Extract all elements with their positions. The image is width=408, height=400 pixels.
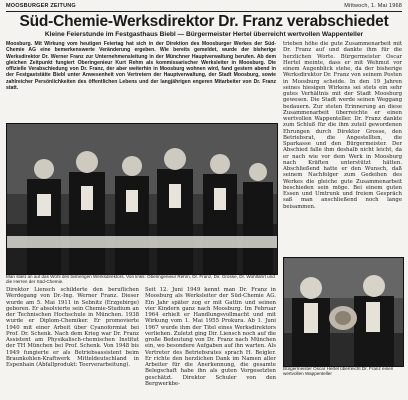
body-column-1 — [6, 287, 139, 397]
photo-left-caption: Man stieß an auf das Wohl des bisherigen Werksdirektors. Von links: Oberingenieur Rehm, Dr. Franz, Dir. Grosse, Dr. Wohlfahrt und die Herren der Süd-Chemie. — [6, 274, 275, 285]
photo-right-caption: Bürgermeister Oscar Hertel überreicht Dr. Franz einen wertvollen Wappenteller — [283, 366, 394, 377]
right-column-text — [283, 41, 402, 256]
intro-text — [6, 41, 276, 121]
body-column-1-paragraph: Direktor Liensch schilderte den beruflichen Werdegang von Dr.-Ing. Werner Franz. Dieser wurde am 5. Mai 1911 in Sebnitz (Erzgebirge) geboren. Er absolvierte sein Chemie-Studium an der Technischen Hochschule in München. 1938 wurde er Diplom-Chemiker. Er promovierte 1940 mit einer Arbeit über Cyanoformiat bei Prof. Dr. Schenk. Nach dem Krieg war Dr. Franz Assistent am Physikalisch-chemischen Institut der TH München bei Prof. Schenk. Von 1948 bis 1949 fungierte er als Betriebsassistent beim Braunkohlen-Kraftwerk Mitteldeutschland in Espenhain (Abfallprodukt: Teerverarbeitung). — [6, 287, 139, 368]
headline: Süd-Chemie-Werksdirektor Dr. Franz verabschiedet — [19, 13, 389, 30]
photo-group-toast-image — [7, 124, 277, 274]
body-column-2 — [145, 287, 276, 397]
subheadline: Kleine Feierstunde im Festgasthaus Biebl — Bürgermeister Hertel überreicht wertvollen Wappenteller — [44, 31, 364, 38]
issue-date: Mittwoch, 1. Mai 1968 — [344, 3, 402, 9]
body-column-2-paragraph: Seit 12. Juni 1949 kennt man Dr. Franz in Moosburg als Werksleiter der Süd-Chemie AG. Ein Jahr später zog er mit Gattin und seinen vier Kindern ganz nach Moosburg. Im Februar 1964 erhielt er Handlungsvollmacht und mit Wirkung vom 1. Mai 1955 Prokura. Ab 1. Juni 1967 wurde ihm der Titel eines Werksdirektors verliehen. Zuletzt ging Dir. Liensch noch auf die große Bedeutung von Dr. Franz nach München ein, wo besondere Aufgaben auf ihn warten. Als Vertreter des Betriebsrates sprach H. Beigler. Er richte den herzlichen Dank im Namen aller Arbeiter für die Anerkennung, die gesamte Belegschaft habe ihn als guten Vorgesetzten geschätzt. Direktor Schuler von den Bergwerkbe- — [145, 287, 276, 387]
paper-name: MOOSBURGER ZEITUNG — [6, 3, 76, 9]
right-column-paragraph: trieben höhe die gute Zusammenarbeit mit Dr. Franz auf und dankte ihm für die herzlichen Worte. Bürgermeister Oscar Hertel meinte, dass er mit Wehmut vor einem Augenblick stehe, da der bisherige Werksdirektor Dr. Franz von seinem Posten in Moosburg scheide. In den 19 Jahren seines hiesigen Wirkens sei stets ein sehr gutes Verhältnis mit der Stadt Moosburg gewesen. Die Stadt werde seinen Weggang bedauern. Zur steten Erinnerung an diese Zusammenarbeit überreichte er einen wertvollen Wappenteller. Dr. Franz dankte zum Schluß für die ihm zuteil gewordenen Ehrungen durch Direktor Grosse, den Betriebsrat, die Angestellten, die Sparkasse und den Bürgermeister. Der Abschied falle ihm deshalb nicht leicht, da er nach wie vor dem Werk in Moosburg nach Kräften unterstützt hätten. Abschließend hatte er den Wunsch, daß seinem Nachfolger zum Gedeihen des Werkes die gleiche gute Zusammenarbeit beschieden sein möge. Bei einem guten Essen und Umtrunk und freiem Gespräch saß man anschließend noch lange beisammen. — [283, 41, 402, 210]
intro-paragraph: Moosburg. Mit Wirkung vom heutigen Feiertag hat sich in der Direktion des Moosburger Werkes der Süd-Chemie AG eine bemerkenswerte Veränderung ergeben. Wie bereits gemeldet, wurde der bisherige Werksdirektor Dr. Werner Franz zur Unternehmensleitung in der Münchner Hauptverwaltung berufen. Ab dem gleichen Zeitpunkt fungiert Oberingenieur Kurt Rehm als kommissarischer Werksleiter in Moosburg. Die offizielle Verabschiedung von Dr. Franz, der aber weiterhin in Moosburg wohnen wird, fand gestern abend in der Festgaststätte Biebl unter Anwesenheit von Vertretern der Hauptverwaltung, der Stadt Moosburg, sowie zahlreicher Persönlichkeiten des öffentlichen Lebens und der langjährigen engeren Mitarbeiter von Dr. Franz statt. — [6, 41, 276, 91]
photo-left — [6, 123, 278, 275]
photo-right — [283, 257, 404, 367]
photo-mayor-plate-image — [284, 258, 403, 366]
header-rule — [6, 11, 402, 12]
